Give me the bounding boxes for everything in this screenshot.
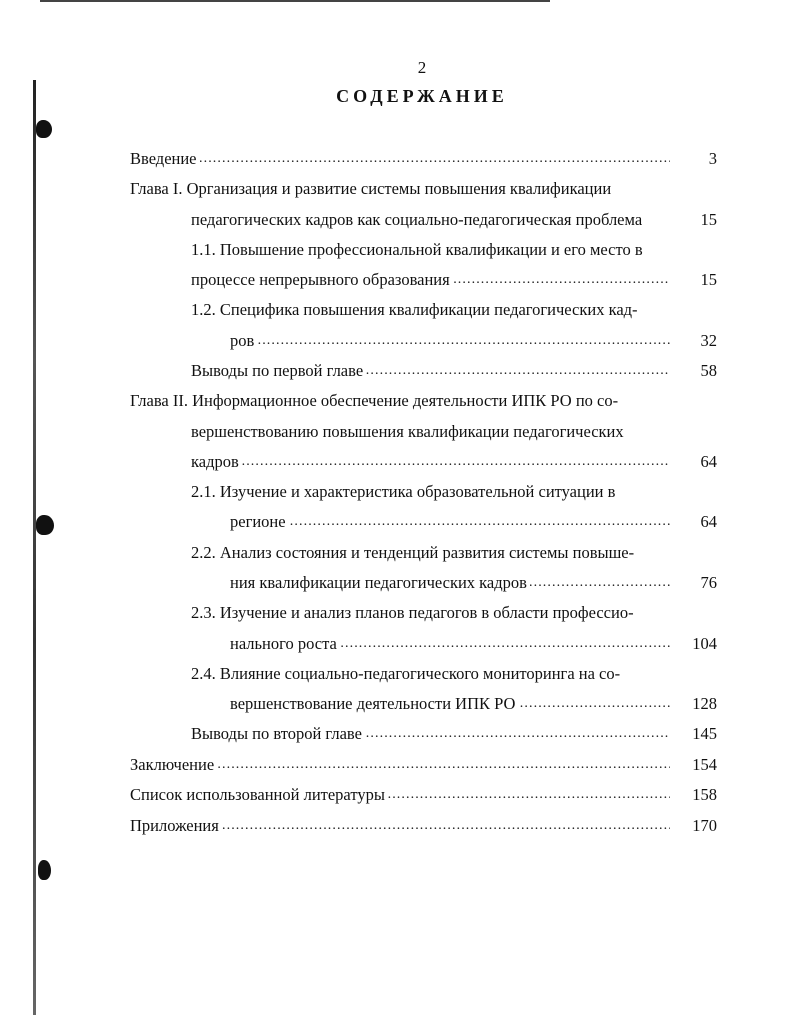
toc-section-1-1-cont: процессе непрерывного образования . . . [191, 265, 670, 295]
toc-section-1-2[interactable]: 1.2. Специфика повышения квалификации педагогических кад- [191, 295, 681, 325]
toc-entry-bibliography[interactable]: Список использованной литературы . . . [130, 780, 670, 810]
toc-page: 64 [700, 512, 717, 531]
toc-section-1-1[interactable]: 1.1. Повышение профессиональной квалификации и его место в [191, 235, 681, 265]
toc-section-2-2[interactable]: 2.2. Анализ состояния и тенденций развития системы повыше- [191, 538, 681, 568]
toc-page: 128 [692, 694, 717, 713]
toc-page: 64 [700, 452, 717, 471]
binding-hole-mark [36, 515, 54, 535]
toc-chapter-2-cont: вершенствованию повышения квалификации педагогических [191, 417, 681, 447]
toc-page: 104 [692, 634, 717, 653]
toc-page: 15 [700, 210, 717, 229]
toc-page: 145 [692, 724, 717, 743]
toc-page: 76 [700, 573, 717, 592]
toc-section-2-1-cont: регионе . . . [230, 507, 670, 537]
scan-binding-edge [33, 80, 36, 1015]
toc-page: 158 [692, 785, 717, 804]
toc-conclusions-2[interactable]: Выводы по второй главе . . . [191, 719, 670, 749]
toc-entry-introduction[interactable]: Введение . . . [130, 144, 670, 174]
toc-chapter-1[interactable]: Глава I. Организация и развитие системы повышения квалификации [130, 174, 690, 204]
toc-section-2-4-cont: вершенствование деятельности ИПК РО . . . [230, 689, 670, 719]
toc-page: 154 [692, 755, 717, 774]
page-number: 2 [417, 58, 427, 77]
toc-chapter-2-cont: кадров . . . [191, 447, 670, 477]
toc-entry-conclusion[interactable]: Заключение . . . [130, 750, 670, 780]
toc-page: 15 [700, 270, 717, 289]
toc-page: 58 [700, 361, 717, 380]
toc-section-2-1[interactable]: 2.1. Изучение и характеристика образовательной ситуации в [191, 477, 681, 507]
toc-page: 32 [700, 331, 717, 350]
binding-hole-mark [38, 860, 51, 880]
toc-section-1-2-cont: ров . . . [230, 326, 670, 356]
scan-edge-top [40, 0, 550, 2]
toc-section-2-2-cont: ния квалификации педагогических кадров . . . [230, 568, 670, 598]
binding-hole-mark [36, 120, 52, 138]
toc-section-2-3[interactable]: 2.3. Изучение и анализ планов педагогов в области профессио- [191, 598, 681, 628]
page-title: СОДЕРЖАНИЕ [336, 86, 508, 106]
toc-section-2-3-cont: нального роста . . . [230, 629, 670, 659]
toc-page: 3 [708, 149, 717, 168]
toc-page: 170 [692, 816, 717, 835]
toc-section-2-4[interactable]: 2.4. Влияние социально-педагогического мониторинга на со- [191, 659, 681, 689]
toc-conclusions-1[interactable]: Выводы по первой главе . . . [191, 356, 670, 386]
toc-entry-appendices[interactable]: Приложения . . . [130, 811, 670, 841]
toc-chapter-1-cont: педагогических кадров как социально-педагогическая проблема [191, 205, 681, 235]
toc-chapter-2[interactable]: Глава II. Информационное обеспечение деятельности ИПК РО по со- [130, 386, 690, 416]
